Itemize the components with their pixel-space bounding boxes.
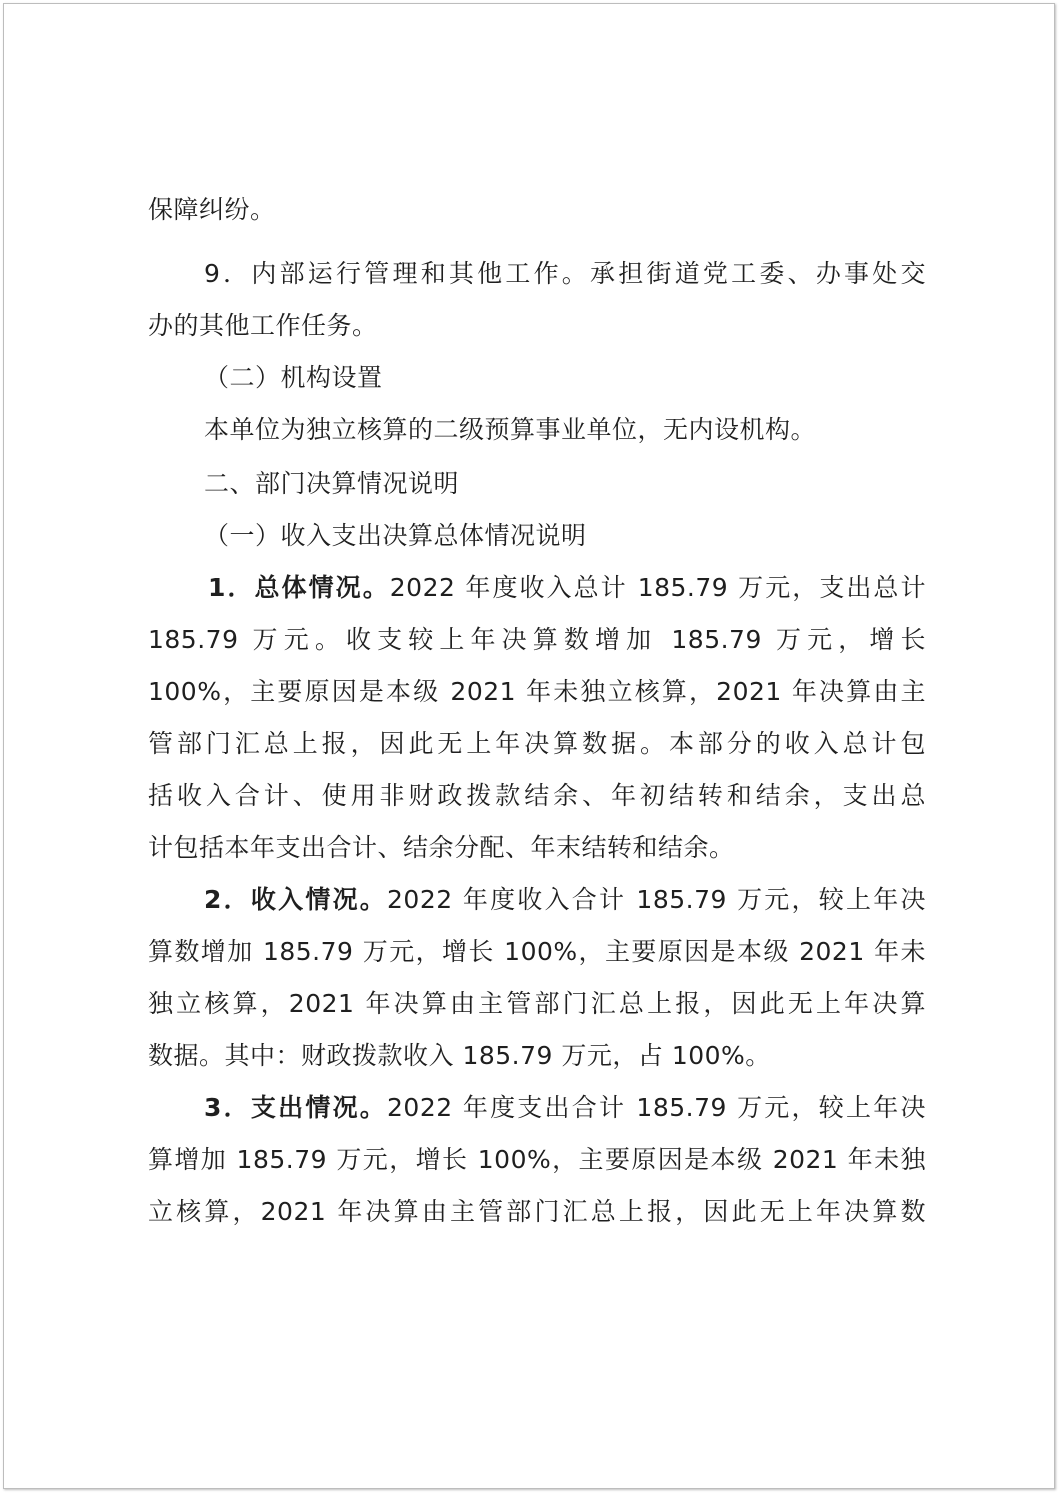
paragraph-line	[204, 884, 926, 916]
paragraph-heading: 3．支出情况。	[204, 1093, 388, 1122]
paragraph-heading: 1．总体情况。	[208, 573, 390, 602]
chapter-heading: 二、部门决算情况说明	[204, 469, 460, 498]
text-line: 办的其他工作任务。	[148, 311, 378, 340]
paragraph-line: 算增加 185.79 万元，增长 100%，主要原因是本级 2021 年未独	[148, 1145, 926, 1174]
paragraph-line: 独立核算，2021 年决算由主管部门汇总上报，因此无上年决算	[148, 989, 926, 1018]
paragraph-text: 2022 年度收入总计 185.79 万元，支出总计	[389, 573, 926, 602]
paragraph-heading: 2．收入情况。	[204, 885, 388, 914]
text-line: 本单位为独立核算的二级预算事业单位，无内设机构。	[204, 415, 817, 444]
paragraph-line: 100%，主要原因是本级 2021 年未独立核算，2021 年决算由主	[148, 677, 926, 706]
paragraph-text: 2022 年度收入合计 185.79 万元，较上年决	[387, 885, 926, 914]
section-heading: （一）收入支出决算总体情况说明	[204, 521, 587, 550]
paragraph-line: 立核算，2021 年决算由主管部门汇总上报，因此无上年决算数	[148, 1197, 926, 1226]
paragraph-line: 算数增加 185.79 万元，增长 100%，主要原因是本级 2021 年未	[148, 937, 926, 966]
paragraph-line	[204, 1092, 926, 1124]
paragraph-line: 管部门汇总上报，因此无上年决算数据。本部分的收入总计包	[148, 729, 926, 758]
text-line: 9．内部运行管理和其他工作。承担街道党工委、办事处交	[204, 259, 926, 288]
text-line: 保障纠纷。	[148, 195, 276, 224]
paragraph-line: 计包括本年支出合计、结余分配、年末结转和结余。	[148, 833, 735, 862]
paragraph-line: 括收入合计、使用非财政拨款结余、年初结转和结余，支出总	[148, 781, 926, 810]
paragraph-line: 185.79 万元。收支较上年决算数增加 185.79 万元，增长	[148, 625, 926, 654]
paragraph-line: 数据。其中：财政拨款收入 185.79 万元，占 100%。	[148, 1041, 771, 1070]
paragraph-text: 2022 年度支出合计 185.79 万元，较上年决	[387, 1093, 926, 1122]
paragraph-line	[208, 572, 926, 604]
section-heading: （二）机构设置	[204, 363, 383, 392]
